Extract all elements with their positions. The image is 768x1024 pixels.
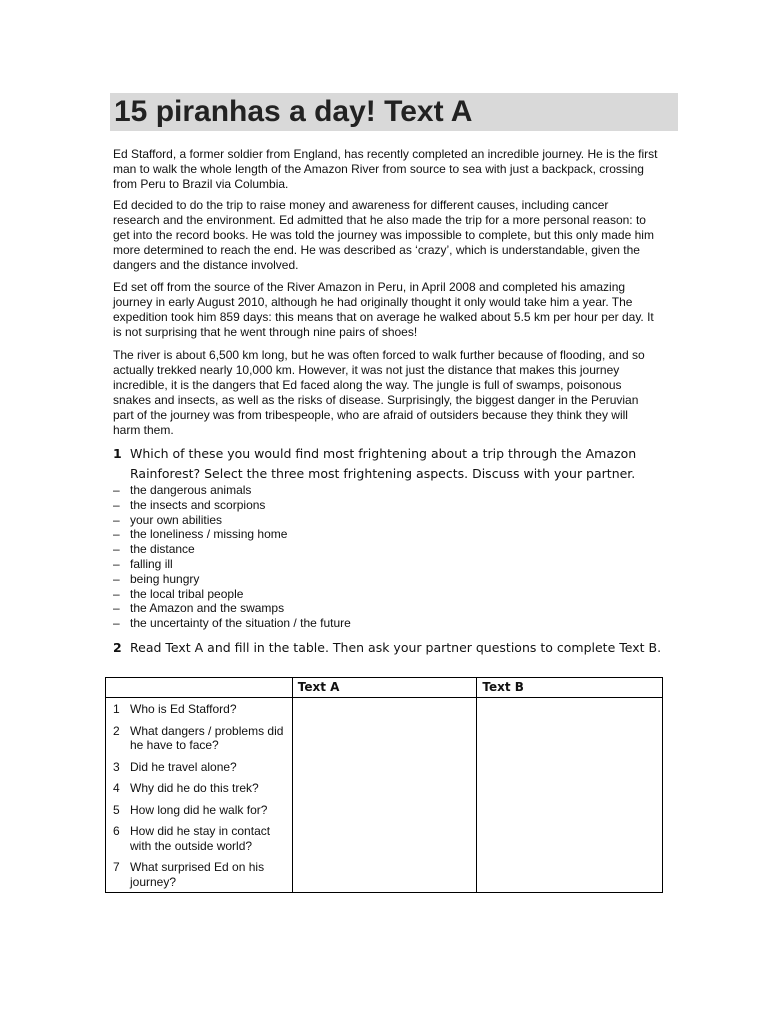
- text-b-answer-cell[interactable]: [477, 720, 663, 756]
- answer-table: [105, 677, 663, 893]
- header-blank: [106, 678, 293, 698]
- list-item: – the insects and scorpions: [113, 497, 266, 512]
- table-row: [106, 856, 663, 893]
- aspect-list: [113, 483, 351, 631]
- list-item: – falling ill: [113, 556, 173, 571]
- text-a-answer-cell[interactable]: [292, 698, 477, 720]
- question-cell: 7 What surprised Ed on his journey?: [106, 856, 293, 893]
- question-2-text: Read Text A and fill in the table. Then ask your partner questions to complete Text B.: [130, 640, 662, 655]
- table-row: [106, 777, 663, 799]
- table-row: [106, 756, 663, 778]
- text-a-answer-cell[interactable]: [292, 777, 477, 799]
- question-2-number: 2: [113, 640, 122, 655]
- title-bar: [110, 93, 678, 131]
- table-header-row: [106, 678, 663, 698]
- question-cell: 3 Did he travel alone?: [106, 756, 293, 778]
- list-item: – the distance: [113, 542, 195, 557]
- list-item: – the dangerous animals: [113, 483, 252, 497]
- paragraph-3: Ed set off from the source of the River Amazon in Peru, in April 2008 and completed his amazing journey in early August 2010, although he had originally thought it only would take him a year. The expedition took him 859 days: this means that on average he walked about 5.5 km per hour per day. It is not surprising that he went through nine pairs of shoes!: [113, 280, 654, 339]
- table-row: [106, 698, 663, 720]
- question-1-line1: Which of these you would find most frightening about a trip through the Amazon: [130, 446, 637, 461]
- list-item: – the Amazon and the swamps: [113, 601, 285, 616]
- paragraph-4: The river is about 6,500 km long, but he was often forced to walk further because of flooding, and so actually trekked nearly 10,000 km. However, it was not just the distance that makes this journey incredible, it is the dangers that Ed faced along the way. The jungle is full of swamps, poisonous snakes and insects, as well as the risks of disease. Surprisingly, the biggest danger in the Peruvian part of the journey was from tribespeople, who are afraid of outsiders because they think they will harm them.: [113, 348, 645, 437]
- text-a-answer-cell[interactable]: [292, 856, 477, 893]
- text-b-answer-cell[interactable]: [477, 698, 663, 720]
- question-cell: 1 Who is Ed Stafford?: [106, 698, 293, 720]
- text-a-answer-cell[interactable]: [292, 756, 477, 778]
- text-b-answer-cell[interactable]: [477, 856, 663, 893]
- text-a-answer-cell[interactable]: [292, 799, 477, 821]
- text-b-answer-cell[interactable]: [477, 756, 663, 778]
- text-b-answer-cell[interactable]: [477, 777, 663, 799]
- text-a-answer-cell[interactable]: [292, 820, 477, 856]
- question-cell: 2 What dangers / problems did he have to face?: [106, 720, 293, 756]
- header-text-a: Text A: [292, 678, 477, 698]
- paragraph-1: Ed Stafford, a former soldier from England, has recently completed an incredible journey. He is the first man to walk the whole length of the Amazon River from source to sea with just a backpack, crossing from Peru to Brazil via Columbia.: [113, 147, 658, 191]
- text-a-answer-cell[interactable]: [292, 720, 477, 756]
- table-row: [106, 820, 663, 856]
- list-item: – the loneliness / missing home: [113, 527, 288, 542]
- paragraph-2: Ed decided to do the trip to raise money and awareness for different causes, including cancer research and the environment. Ed admitted that he also made the trip for a more personal reason: to get into the record books. He was told the journey was impossible to complete, but this only made him more determined to reach the end. He was described as ‘crazy’, which is understandable, given the dangers and the distance involved.: [113, 198, 654, 272]
- table-row: [106, 799, 663, 821]
- list-item: – your own abilities: [113, 512, 223, 527]
- question-1-number: 1: [113, 446, 122, 461]
- table-row: [106, 720, 663, 756]
- question-cell: 4 Why did he do this trek?: [106, 777, 293, 799]
- list-item: – the local tribal people: [113, 586, 244, 601]
- question-1: [113, 444, 663, 484]
- text-b-answer-cell[interactable]: [477, 799, 663, 821]
- header-text-b: Text B: [477, 678, 663, 698]
- page-title: 15 piranhas a day! Text A: [114, 95, 473, 128]
- list-item: – being hungry: [113, 571, 200, 586]
- text-b-answer-cell[interactable]: [477, 820, 663, 856]
- list-item: – the uncertainty of the situation / the future: [113, 616, 351, 631]
- question-2: [113, 638, 663, 658]
- question-cell: 5 How long did he walk for?: [106, 799, 293, 821]
- question-cell: 6 How did he stay in contact with the outside world?: [106, 820, 293, 856]
- question-1-line2: Rainforest? Select the three most frightening aspects. Discuss with your partner.: [130, 466, 636, 481]
